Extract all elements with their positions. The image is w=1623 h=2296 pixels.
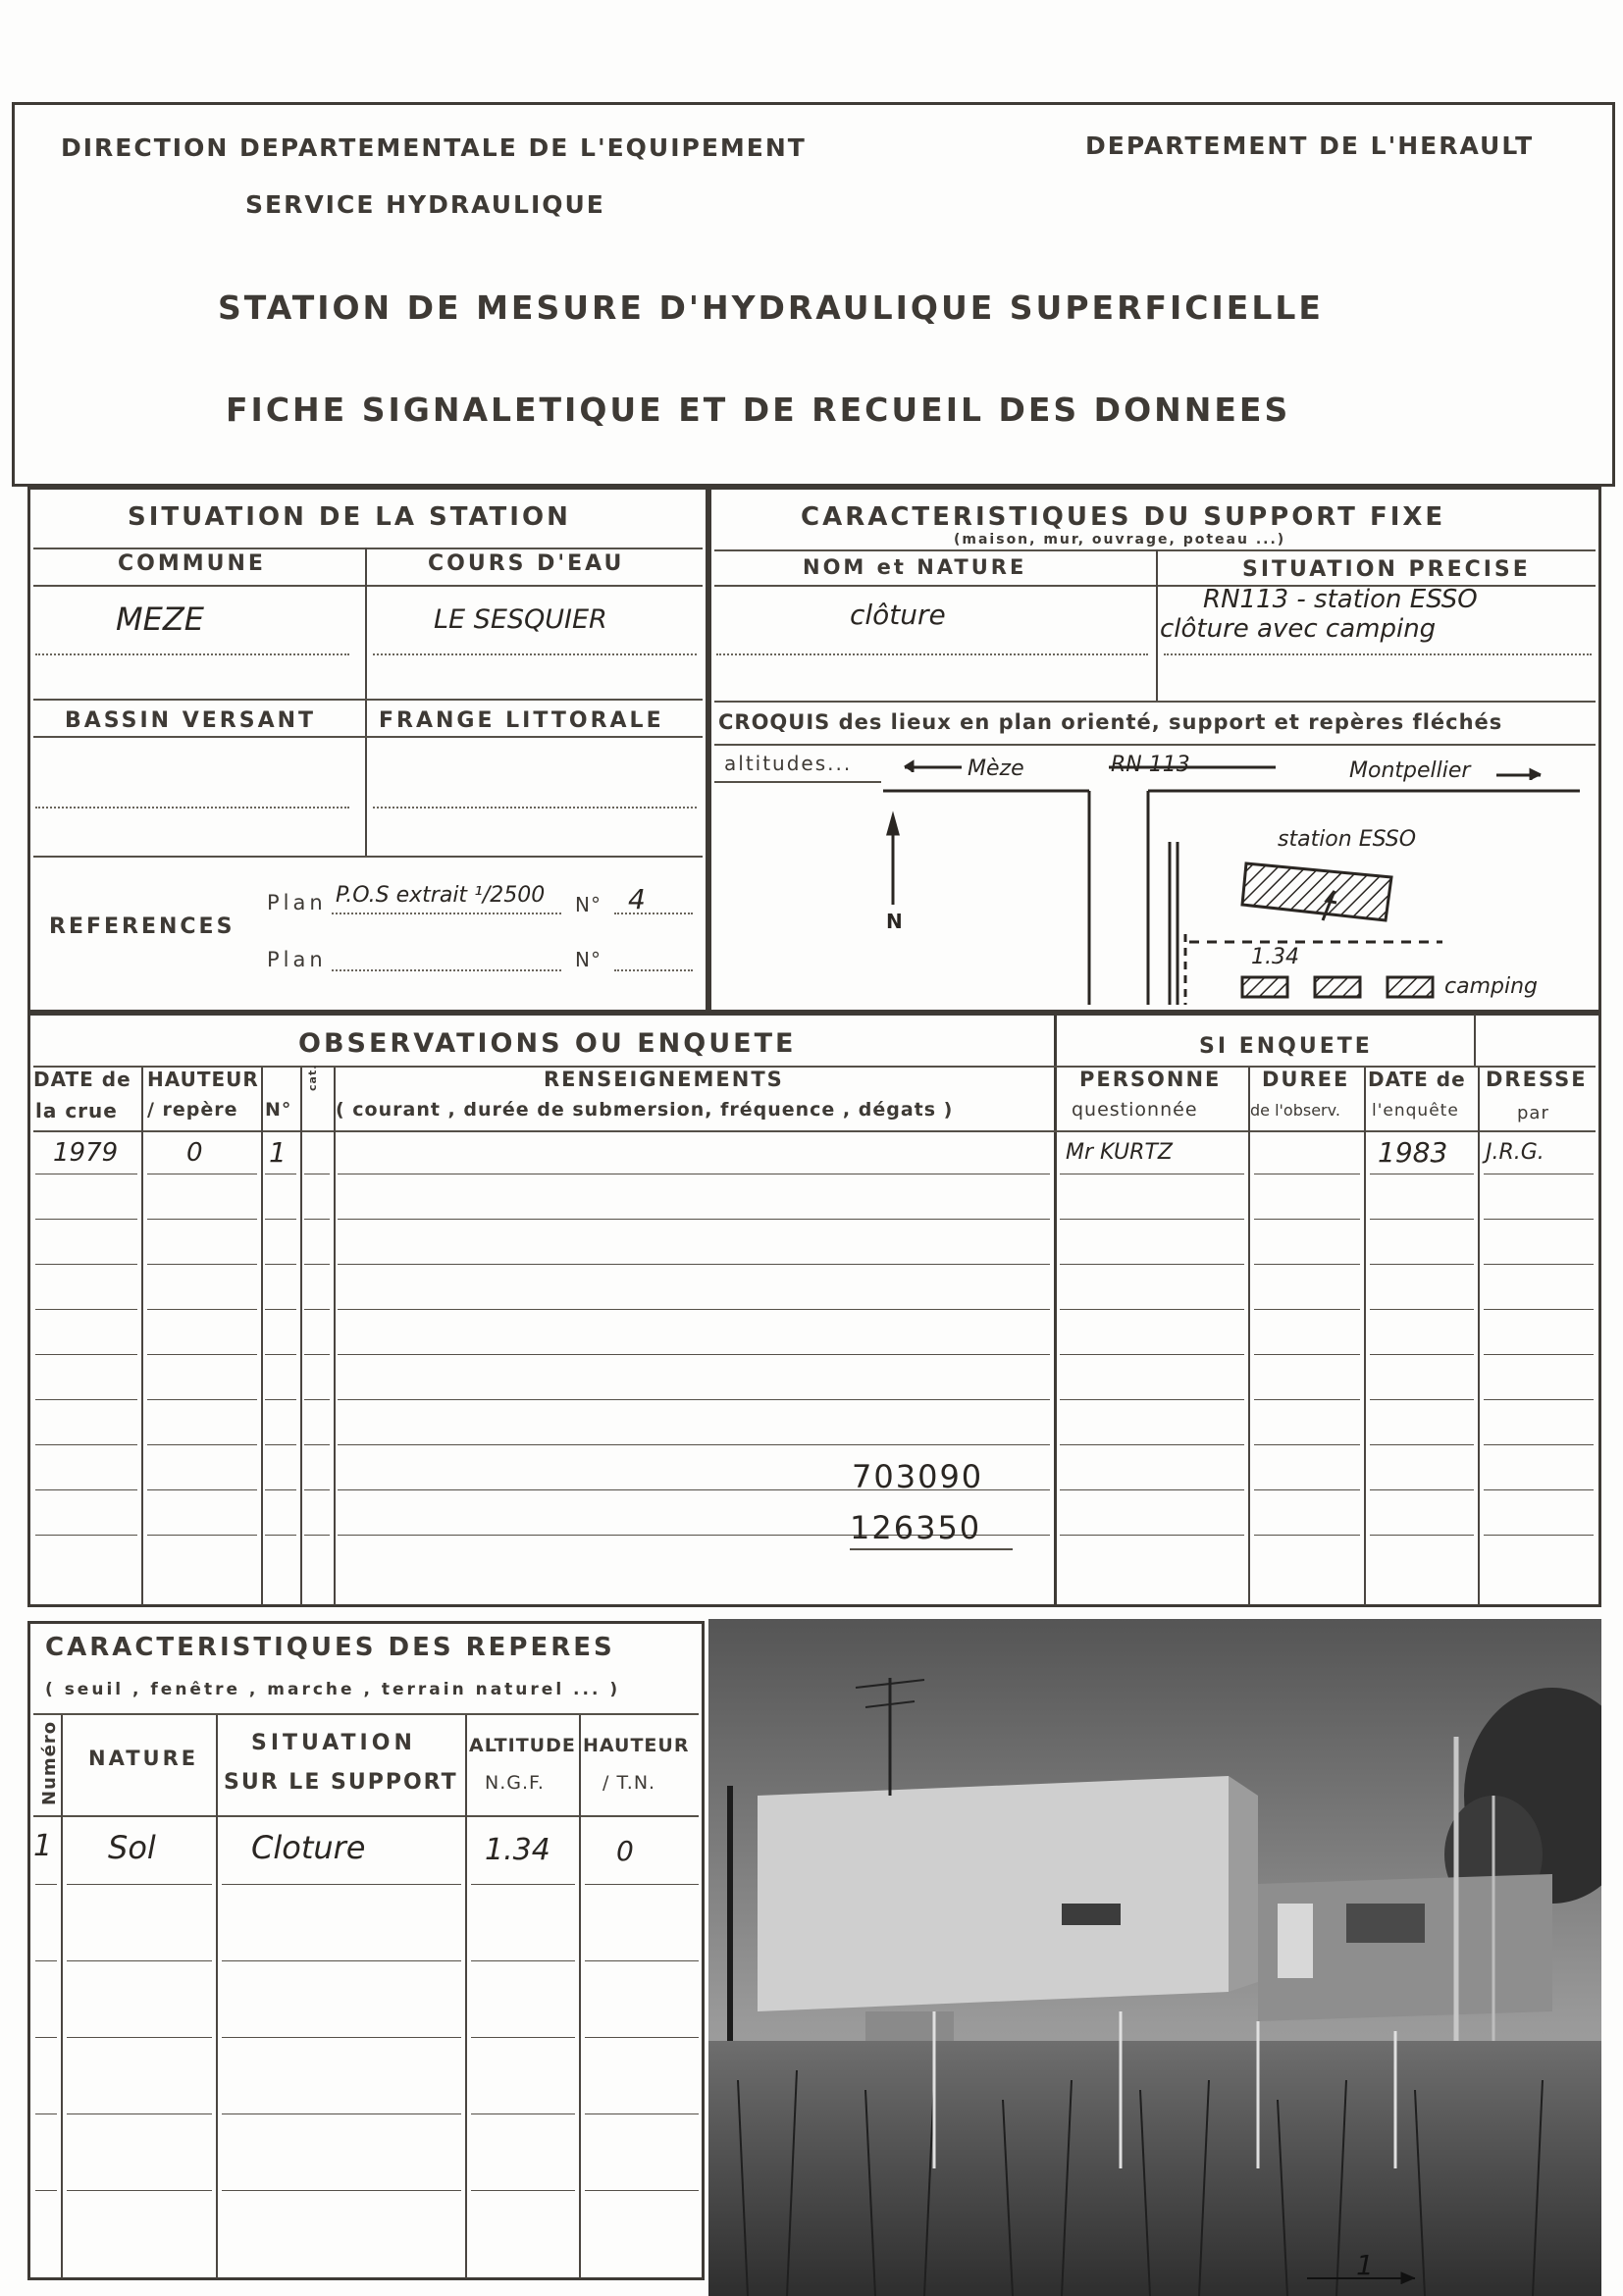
- rep-col-numero: Numéro: [39, 1720, 60, 1805]
- rep-row-numero: 1: [33, 1829, 53, 1863]
- rep-col-situation-2: SUR LE SUPPORT: [224, 1770, 458, 1795]
- obs-rule: [1060, 1219, 1244, 1220]
- obs-rule: [265, 1535, 296, 1536]
- rep-rule: [67, 2037, 212, 2038]
- rep-rule: [471, 1960, 575, 1961]
- reperes-box: [27, 1621, 705, 2280]
- obs-rule: [1254, 1535, 1360, 1536]
- obs-rule: [35, 1264, 137, 1265]
- obs-rule: [1060, 1264, 1244, 1265]
- obs-rule: [1370, 1489, 1474, 1490]
- rep-rule: [222, 2190, 461, 2191]
- commune-value: MEZE: [116, 600, 204, 638]
- header-direction: DIRECTION DEPARTEMENTALE DE L'EQUIPEMENT: [61, 133, 807, 162]
- obs-rule: [265, 1399, 296, 1400]
- col-no: N°: [265, 1099, 292, 1121]
- obs-rule: [1060, 1444, 1244, 1445]
- support-subheading: (maison, mur, ouvrage, poteau ...): [954, 532, 1286, 548]
- bassin-label: BASSIN VERSANT: [65, 708, 317, 733]
- obs-row-hauteur: 0: [186, 1138, 203, 1168]
- cours-value: LE SESQUIER: [434, 604, 607, 635]
- situation-precise-value-2: clôture avec camping: [1160, 614, 1437, 644]
- obs-rule: [1254, 1354, 1360, 1355]
- obs-rule: [1060, 1535, 1244, 1536]
- col-hauteur-1: HAUTEUR: [147, 1068, 259, 1091]
- photo-image: [708, 1619, 1601, 2296]
- obs-rule: [1254, 1309, 1360, 1310]
- rep-rule: [471, 2190, 575, 2191]
- obs-coord-1: 703090: [852, 1458, 984, 1495]
- sketch-station: station ESSO: [1278, 827, 1417, 852]
- header-departement: DEPARTEMENT DE L'HERAULT: [1085, 131, 1535, 160]
- header-title-2: FICHE SIGNALETIQUE ET DE RECUEIL DES DONNEES: [226, 391, 1291, 429]
- obs-rule: [1254, 1489, 1360, 1490]
- commune-label: COMMUNE: [118, 551, 266, 576]
- reperes-heading: CARACTERISTIQUES DES REPERES: [45, 1633, 615, 1662]
- obs-rule: [35, 1444, 137, 1445]
- rep-rule: [35, 1884, 57, 1885]
- sketch-montpellier: Montpellier: [1349, 758, 1471, 783]
- obs-rule: [1254, 1399, 1360, 1400]
- obs-rule: [147, 1489, 257, 1490]
- rep-rule: [585, 2037, 699, 2038]
- reperes-subheading: ( seuil , fenêtre , marche , terrain naturel ... ): [45, 1680, 621, 1699]
- rep-rule: [471, 2113, 575, 2114]
- obs-row-no: 1: [269, 1136, 287, 1169]
- header-service: SERVICE HYDRAULIQUE: [245, 190, 605, 219]
- rep-rule: [67, 2190, 212, 2191]
- col-cat: cat.: [306, 1064, 319, 1091]
- obs-rule: [265, 1309, 296, 1310]
- col-duree-2: de l'observ.: [1250, 1101, 1340, 1120]
- rep-rule: [67, 2113, 212, 2114]
- obs-rule: [35, 1309, 137, 1310]
- obs-rule: [338, 1444, 1050, 1445]
- obs-coord-2: 126350: [850, 1509, 982, 1546]
- sketch-north: N: [886, 910, 903, 933]
- rep-rule: [67, 1960, 212, 1961]
- obs-rule: [304, 1444, 330, 1445]
- obs-rule: [265, 1354, 296, 1355]
- obs-rule: [1060, 1399, 1244, 1400]
- plan1-no-value: 4: [628, 883, 646, 915]
- obs-rule: [338, 1264, 1050, 1265]
- obs-rule: [265, 1219, 296, 1220]
- obs-rule: [304, 1535, 330, 1536]
- obs-rule: [1484, 1354, 1594, 1355]
- rep-rule: [222, 2113, 461, 2114]
- rep-row-hauteur: 0: [616, 1835, 634, 1867]
- rep-rule: [35, 1960, 57, 1961]
- rep-rule: [585, 1960, 699, 1961]
- obs-rule: [1254, 1219, 1360, 1220]
- site-sketch: [716, 748, 1599, 1009]
- obs-rule: [265, 1264, 296, 1265]
- obs-rule: [1254, 1444, 1360, 1445]
- rep-rule: [35, 2037, 57, 2038]
- obs-rule: [304, 1489, 330, 1490]
- obs-rule: [1370, 1444, 1474, 1445]
- obs-rule: [35, 1219, 137, 1220]
- rep-rule: [67, 1884, 212, 1885]
- frange-label: FRANGE LITTORALE: [379, 708, 664, 733]
- rep-col-altitude-1: ALTITUDE: [469, 1735, 576, 1756]
- si-enquete-label: SI ENQUETE: [1199, 1034, 1373, 1059]
- rep-row-situation: Cloture: [251, 1829, 366, 1866]
- rep-row-altitude: 1.34: [485, 1833, 550, 1867]
- obs-rule: [1370, 1264, 1474, 1265]
- croquis-label: CROQUIS des lieux en plan orienté, support et repères fléchés: [718, 710, 1503, 734]
- situation-heading: SITUATION DE LA STATION: [128, 502, 571, 532]
- sketch-camping: camping: [1444, 974, 1538, 999]
- observations-heading: OBSERVATIONS OU ENQUETE: [298, 1028, 797, 1059]
- obs-rule: [338, 1309, 1050, 1310]
- situation-precise-label: SITUATION PRECISE: [1242, 557, 1531, 582]
- obs-rule: [147, 1309, 257, 1310]
- header-title-1: STATION DE MESURE D'HYDRAULIQUE SUPERFICIELLE: [218, 288, 1324, 327]
- obs-rule: [35, 1354, 137, 1355]
- obs-rule: [147, 1399, 257, 1400]
- obs-rule: [265, 1444, 296, 1445]
- references-label: REFERENCES: [49, 914, 236, 939]
- col-hauteur-2: / repère: [147, 1099, 238, 1121]
- obs-rule: [338, 1399, 1050, 1400]
- obs-rule: [304, 1399, 330, 1400]
- col-renseignements-2: ( courant , durée de submersion, fréquence , dégats ): [336, 1099, 954, 1121]
- obs-rule: [1060, 1309, 1244, 1310]
- obs-rule: [338, 1354, 1050, 1355]
- photo-marker: 1: [1356, 2249, 1374, 2281]
- support-heading: CARACTERISTIQUES DU SUPPORT FIXE: [801, 502, 1446, 532]
- col-personne-2: questionnée: [1072, 1099, 1198, 1121]
- obs-rule: [1484, 1264, 1594, 1265]
- obs-rule: [1484, 1444, 1594, 1445]
- plan1-label: Plan: [267, 891, 327, 914]
- rep-rule: [585, 1884, 699, 1885]
- cours-label: COURS D'EAU: [428, 551, 625, 576]
- col-dresse-2: par: [1517, 1103, 1549, 1123]
- altitudes-label: altitudes...: [724, 752, 853, 775]
- obs-rule: [147, 1444, 257, 1445]
- sketch-meze: Mèze: [968, 757, 1024, 781]
- rep-row-nature: Sol: [108, 1829, 156, 1866]
- col-renseignements-1: RENSEIGNEMENTS: [544, 1068, 784, 1091]
- obs-rule: [1484, 1489, 1594, 1490]
- obs-rule: [1484, 1309, 1594, 1310]
- rep-rule: [222, 1960, 461, 1961]
- plan1-value: P.O.S extrait ¹/2500: [336, 883, 546, 908]
- obs-rule: [1370, 1354, 1474, 1355]
- obs-rule: [1484, 1219, 1594, 1220]
- nom-label: NOM et NATURE: [803, 555, 1027, 579]
- plan2-no-label: N°: [575, 948, 602, 971]
- obs-rule: [1370, 1535, 1474, 1536]
- obs-rule: [1484, 1535, 1594, 1536]
- situation-precise-value-1: RN113 - station ESSO: [1203, 585, 1478, 614]
- rep-rule: [35, 2113, 57, 2114]
- obs-rule: [147, 1219, 257, 1220]
- obs-rule: [1254, 1264, 1360, 1265]
- rep-col-hauteur-1: HAUTEUR: [583, 1735, 690, 1756]
- sketch-rn113: RN 113: [1111, 753, 1190, 777]
- obs-rule: [1370, 1399, 1474, 1400]
- rep-rule: [35, 2190, 57, 2191]
- col-date-enquete-2: l'enquête: [1372, 1101, 1459, 1121]
- col-date-crue-2: la crue: [35, 1099, 118, 1122]
- obs-rule: [35, 1535, 137, 1536]
- obs-rule: [1060, 1489, 1244, 1490]
- rep-rule: [585, 2190, 699, 2191]
- obs-rule: [304, 1264, 330, 1265]
- obs-rule: [1370, 1219, 1474, 1220]
- obs-rule: [1370, 1309, 1474, 1310]
- obs-rule: [147, 1354, 257, 1355]
- obs-rule: [265, 1489, 296, 1490]
- col-dresse-1: DRESSE: [1486, 1068, 1588, 1091]
- plan2-label: Plan: [267, 948, 327, 971]
- obs-rule: [147, 1264, 257, 1265]
- obs-row-date: 1979: [53, 1138, 119, 1168]
- nom-value: clôture: [850, 599, 946, 631]
- obs-rule: [338, 1219, 1050, 1220]
- obs-rule: [304, 1219, 330, 1220]
- col-date-crue-1: DATE de: [33, 1068, 131, 1091]
- sketch-height: 1.34: [1251, 945, 1299, 969]
- obs-rule: [304, 1354, 330, 1355]
- rep-col-hauteur-2: / T.N.: [602, 1772, 656, 1794]
- obs-row-date-enquete: 1983: [1378, 1136, 1448, 1169]
- col-personne-1: PERSONNE: [1079, 1068, 1222, 1091]
- obs-rule: [1060, 1354, 1244, 1355]
- obs-rule: [35, 1489, 137, 1490]
- obs-rule: [35, 1399, 137, 1400]
- obs-row-personne: Mr KURTZ: [1066, 1140, 1173, 1165]
- rep-rule: [471, 1884, 575, 1885]
- obs-row-dresse: J.R.G.: [1486, 1140, 1544, 1165]
- plan1-no-label: N°: [575, 893, 602, 916]
- rep-rule: [222, 1884, 461, 1885]
- rep-rule: [471, 2037, 575, 2038]
- col-duree-1: DUREE: [1262, 1068, 1350, 1091]
- rep-rule: [585, 2113, 699, 2114]
- obs-rule: [304, 1309, 330, 1310]
- station-photo: [708, 1619, 1601, 2296]
- obs-rule: [1484, 1399, 1594, 1400]
- obs-rule: [147, 1535, 257, 1536]
- col-date-enquete-1: DATE de: [1368, 1068, 1466, 1091]
- rep-col-nature: NATURE: [88, 1747, 199, 1770]
- rep-col-situation-1: SITUATION: [251, 1731, 416, 1755]
- rep-rule: [222, 2037, 461, 2038]
- rep-col-altitude-2: N.G.F.: [485, 1772, 545, 1794]
